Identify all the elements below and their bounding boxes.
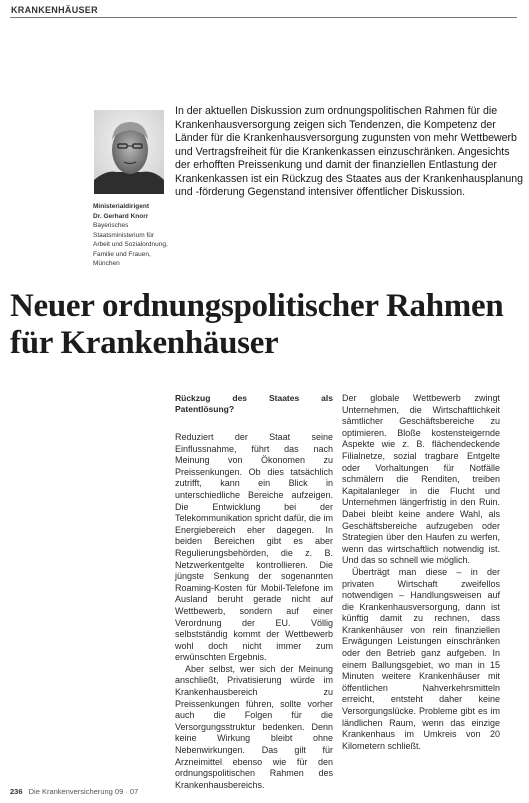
paragraph: Reduziert der Staat seine Einflussnahme, führt das nach Meinung von Ökonomen zu Preissenkungen. Ob dies tatsächlich zutrifft, kann ein Blick in unterschiedliche Bereiche aufzeigen. Die Entwicklung bei der Telekommunikation spricht dafür, die im Energiebereich eher dagegen. In beiden Bereichen gibt es aber Regulierungsbehörden, die z. B. Netzwerkentgelte kontrollieren. Die jüngste Senkung der sogenannten Roaming-Kosten für Mobil-Telefone im Ausland beruht gerade nicht auf Wettbewerb, sondern auf einer Verordnung der EU. Völlig selbstständig kommt der Wettbewerb wohl doch nicht immer zum erwünschten Ergebnis. — [175, 432, 333, 663]
author-portrait — [94, 110, 164, 194]
paragraph: Der globale Wettbewerb zwingt Unternehmen, die Wirtschaftlichkeit sämtlicher Geschäftsbereiche zu optimieren. Bloße kostensteigernde Aspekte wie z. B. flächendeckende Filialnetze, sozial tragbare Entgelte oder Vorhaltungen für Notfälle schmälern die Renditen, treiben Kapitalanleger in die Flucht und Unternehmen längerfristig in den Ruin. Dabei bleibt keine andere Wahl, als Geschäftsbereiche aufzugeben oder Strategien über den Haufen zu werfen, wenn das wirtschaftlich notwendig ist. Und das so schnell wie möglich. — [342, 393, 500, 566]
article-column-1-body — [175, 432, 333, 791]
author-name: Dr. Gerhard Knorr — [93, 212, 149, 220]
section-label: KRANKENHÄUSER — [11, 5, 98, 15]
author-caption — [93, 202, 168, 269]
article-subhead: Rückzug des Staates als Patentlösung? — [175, 393, 333, 414]
article-headline: Neuer ordnungspolitischer Rahmen für Krankenhäuser — [10, 288, 504, 361]
article-column-1 — [175, 393, 333, 415]
author-portrait-image — [94, 110, 164, 194]
page-footer — [10, 787, 138, 796]
article-column-2 — [342, 393, 500, 752]
paragraph: Aber selbst, wer sich der Meinung anschließt, Privatisierung würde im Krankenhausbereich zu Preissenkungen führen, sollte vorher auch die Folgen für die Versorgungsstruktur bedenken. Denn keine Wirkung bleibt ohne Nebenwirkungen. Das gilt für Arzneimittel ebenso wie für den ordnungspolitischen Rahmen des Krankenhausbereichs. — [175, 663, 333, 790]
author-affiliation: Bayerisches Staatsministerium für Arbeit und Sozialordnung, Familie und Frauen, München — [93, 222, 168, 267]
page-number: 236 — [10, 787, 23, 796]
intro-text: In der aktuellen Diskussion zum ordnungspolitischen Rahmen für die Krankenhausversorgung zeigen sich Tendenzen, die Kompetenz der Länder für die Krankenhausversorgung zugunsten von mehr Wettbewerb und Vertragsfreiheit für die Krankenkassen einzuschränken. Angesichts der erhofften Preissenkung und damit der finanziellen Entlastung der Krankenkassen ist ein Rückzug des Staates aus der Krankenhausplanung und -förderung Gegenstand intensiver öffentlicher Diskussion. — [175, 105, 524, 198]
journal-reference: Die Krankenversicherung 09 · 07 — [28, 787, 139, 796]
author-title: Ministerialdirigent — [93, 203, 149, 210]
paragraph: Überträgt man diese – in der privaten Wirtschaft zweifellos notwendigen – Handlungsweisen auf die Krankenhausversorgung, dann ist künftig damit zu rechnen, dass Krankenhäuser von rein finanziellen Erwägungen Leistungen einschränken oder den Betrieb ganz aufgeben. In einem Ballungsgebiet, wo man in 15 Minuten weitere Krankenhäuser mit öffentlichen Nahverkehrsmitteln erreicht, entsteht daher keine Versorgungslücke. Probleme gibt es im ländlichen Raum, wenn das einzige Krankenhaus im Umkreis von 20 Kilometern schließt. — [342, 566, 500, 751]
top-divider — [10, 17, 517, 18]
